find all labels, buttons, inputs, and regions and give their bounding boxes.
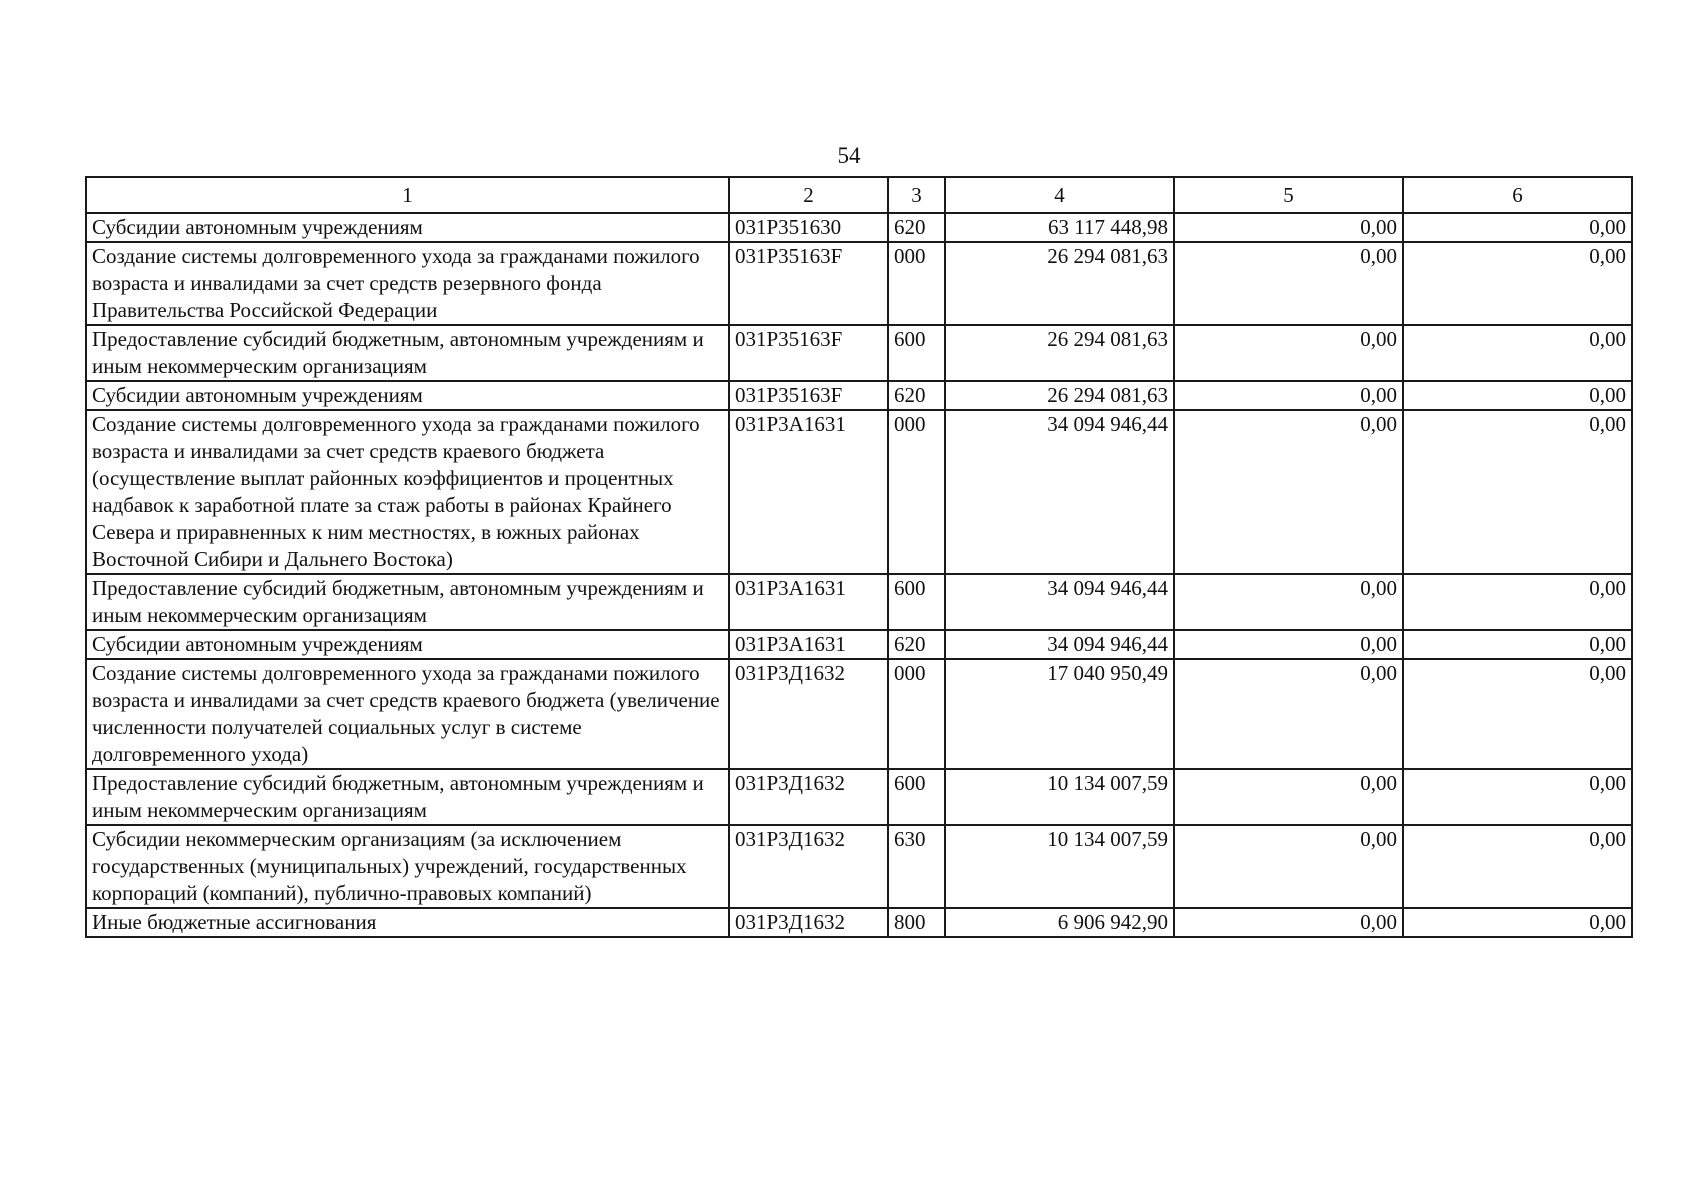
row-name-cell: Субсидии некоммерческим организациям (за исключением государственных (муниципальных) учреждений, государственных корпораций (компаний), публично-правовых компаний) <box>86 825 729 908</box>
row-code-cell: 031Р3А1631 <box>729 574 888 630</box>
row-value-col6-cell: 0,00 <box>1403 630 1632 659</box>
row-code-cell: 031Р35163F <box>729 381 888 410</box>
row-value-col5-cell: 0,00 <box>1174 825 1403 908</box>
row-value-col5-cell: 0,00 <box>1174 659 1403 769</box>
row-value-col6-cell: 0,00 <box>1403 410 1632 574</box>
table-header-row <box>86 177 1632 213</box>
row-value-col5-cell: 0,00 <box>1174 381 1403 410</box>
row-code-cell: 031Р35163F <box>729 242 888 325</box>
row-value-col4-cell: 17 040 950,49 <box>945 659 1174 769</box>
row-name-cell: Предоставление субсидий бюджетным, автономным учреждениям и иным некоммерческим организациям <box>86 574 729 630</box>
table-row <box>86 574 1632 630</box>
row-value-col5-cell: 0,00 <box>1174 769 1403 825</box>
row-value-col5-cell: 0,00 <box>1174 908 1403 937</box>
row-name-cell: Создание системы долговременного ухода за гражданами пожилого возраста и инвалидами за счет средств краевого бюджета (увеличение численности получателей социальных услуг в системе долговременного ухода) <box>86 659 729 769</box>
row-value-col4-cell: 10 134 007,59 <box>945 825 1174 908</box>
row-type-cell: 620 <box>888 381 945 410</box>
row-value-col6-cell: 0,00 <box>1403 242 1632 325</box>
row-type-cell: 000 <box>888 410 945 574</box>
row-value-col4-cell: 34 094 946,44 <box>945 410 1174 574</box>
row-code-cell: 031Р3А1631 <box>729 410 888 574</box>
row-value-col6-cell: 0,00 <box>1403 908 1632 937</box>
row-code-cell: 031Р3Д1632 <box>729 908 888 937</box>
row-value-col4-cell: 10 134 007,59 <box>945 769 1174 825</box>
table-row <box>86 410 1632 574</box>
row-value-col6-cell: 0,00 <box>1403 213 1632 242</box>
row-type-cell: 800 <box>888 908 945 937</box>
row-value-col6-cell: 0,00 <box>1403 659 1632 769</box>
row-value-col5-cell: 0,00 <box>1174 630 1403 659</box>
row-value-col6-cell: 0,00 <box>1403 325 1632 381</box>
row-code-cell: 031Р3Д1632 <box>729 659 888 769</box>
row-value-col4-cell: 6 906 942,90 <box>945 908 1174 937</box>
table-row <box>86 325 1632 381</box>
column-header: 2 <box>729 177 888 213</box>
row-type-cell: 000 <box>888 242 945 325</box>
row-value-col5-cell: 0,00 <box>1174 242 1403 325</box>
table-row <box>86 242 1632 325</box>
column-header: 1 <box>86 177 729 213</box>
row-code-cell: 031Р3А1631 <box>729 630 888 659</box>
row-value-col4-cell: 63 117 448,98 <box>945 213 1174 242</box>
row-name-cell: Субсидии автономным учреждениям <box>86 381 729 410</box>
row-name-cell: Иные бюджетные ассигнования <box>86 908 729 937</box>
row-name-cell: Создание системы долговременного ухода за гражданами пожилого возраста и инвалидами за счет средств резервного фонда Правительства Российской Федерации <box>86 242 729 325</box>
table-body <box>86 213 1632 937</box>
row-name-cell: Субсидии автономным учреждениям <box>86 213 729 242</box>
row-type-cell: 600 <box>888 769 945 825</box>
row-value-col5-cell: 0,00 <box>1174 410 1403 574</box>
row-name-cell: Создание системы долговременного ухода за гражданами пожилого возраста и инвалидами за счет средств краевого бюджета (осуществление выплат районных коэффициентов и процентных надбавок к заработной плате за стаж работы в районах Крайнего Севера и приравненных к ним местностях, в южных районах Восточной Сибири и Дальнего Востока) <box>86 410 729 574</box>
table-row <box>86 769 1632 825</box>
row-code-cell: 031Р35163F <box>729 325 888 381</box>
row-value-col6-cell: 0,00 <box>1403 825 1632 908</box>
row-value-col4-cell: 26 294 081,63 <box>945 325 1174 381</box>
row-value-col6-cell: 0,00 <box>1403 381 1632 410</box>
row-value-col5-cell: 0,00 <box>1174 213 1403 242</box>
row-code-cell: 031Р3Д1632 <box>729 825 888 908</box>
row-value-col6-cell: 0,00 <box>1403 574 1632 630</box>
row-name-cell: Предоставление субсидий бюджетным, автономным учреждениям и иным некоммерческим организациям <box>86 769 729 825</box>
row-value-col4-cell: 34 094 946,44 <box>945 574 1174 630</box>
row-code-cell: 031Р3Д1632 <box>729 769 888 825</box>
row-name-cell: Предоставление субсидий бюджетным, автономным учреждениям и иным некоммерческим организациям <box>86 325 729 381</box>
row-value-col5-cell: 0,00 <box>1174 574 1403 630</box>
budget-table <box>85 176 1633 938</box>
row-value-col4-cell: 26 294 081,63 <box>945 381 1174 410</box>
column-header: 6 <box>1403 177 1632 213</box>
column-header: 5 <box>1174 177 1403 213</box>
row-value-col6-cell: 0,00 <box>1403 769 1632 825</box>
row-type-cell: 630 <box>888 825 945 908</box>
column-header: 3 <box>888 177 945 213</box>
table-row <box>86 659 1632 769</box>
column-header: 4 <box>945 177 1174 213</box>
row-value-col5-cell: 0,00 <box>1174 325 1403 381</box>
row-code-cell: 031Р351630 <box>729 213 888 242</box>
row-value-col4-cell: 26 294 081,63 <box>945 242 1174 325</box>
row-type-cell: 600 <box>888 574 945 630</box>
table-row <box>86 381 1632 410</box>
table-row <box>86 825 1632 908</box>
row-name-cell: Субсидии автономным учреждениям <box>86 630 729 659</box>
page-number: 54 <box>837 143 861 168</box>
row-type-cell: 600 <box>888 325 945 381</box>
row-type-cell: 620 <box>888 213 945 242</box>
row-type-cell: 000 <box>888 659 945 769</box>
table-row <box>86 630 1632 659</box>
row-type-cell: 620 <box>888 630 945 659</box>
table-row <box>86 213 1632 242</box>
row-value-col4-cell: 34 094 946,44 <box>945 630 1174 659</box>
table-row <box>86 908 1632 937</box>
